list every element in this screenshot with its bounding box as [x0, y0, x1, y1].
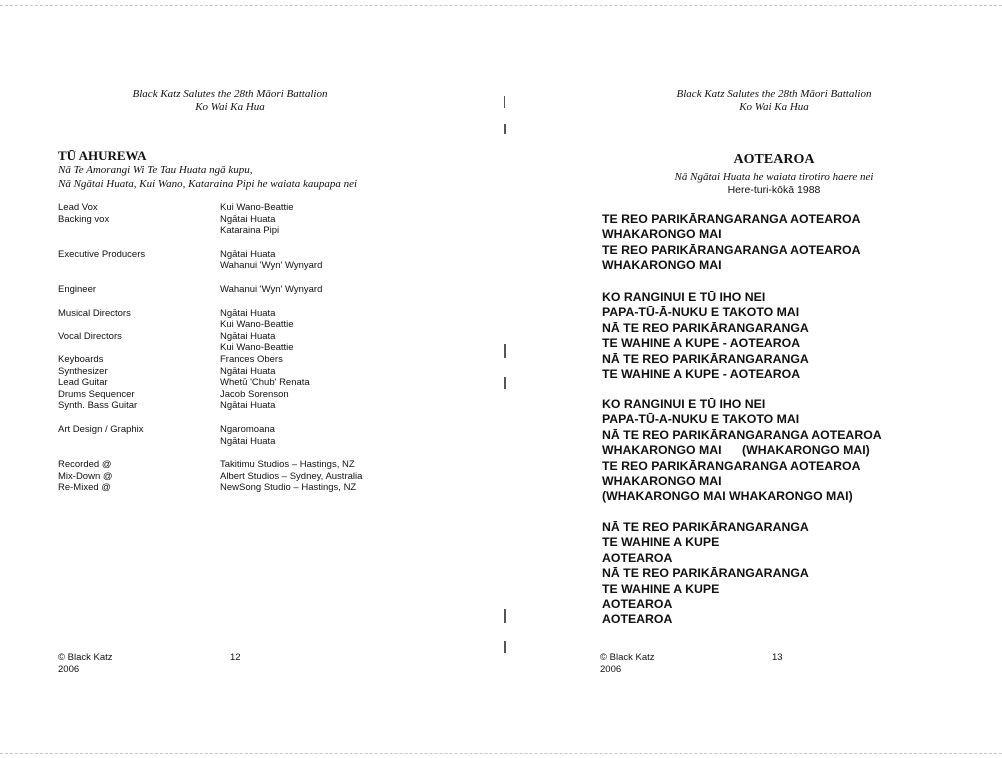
credit-role: Vocal Directors — [58, 330, 122, 342]
credit-role: Recorded @ — [58, 459, 112, 471]
right-date-line: Here-turi-kōkā 1988 — [727, 184, 821, 196]
credit-row — [58, 331, 362, 354]
credit-role: Synthesizer — [58, 365, 108, 377]
lyric-verse — [602, 290, 809, 382]
lyric-line: NĀ TE REO PARIKĀRANGARANGA AOTEAROA — [602, 427, 882, 442]
credit-group — [58, 459, 362, 494]
credit-role: Engineer — [58, 283, 97, 295]
credit-role: Executive Producers — [58, 248, 146, 260]
credit-name: Wahanui 'Wyn' Wynyard — [220, 260, 323, 272]
right-running-header — [624, 88, 924, 114]
credit-role: Lead Guitar — [58, 377, 108, 389]
lyric-line: TE WAHINE A KUPE - AOTEAROA — [602, 366, 801, 381]
credit-names — [220, 459, 355, 471]
credit-name: Kataraina Pipi — [220, 225, 280, 237]
credit-name: Frances Obers — [220, 353, 283, 365]
credit-row — [58, 482, 362, 494]
credit-group — [58, 284, 362, 296]
credit-role: Lead Vox — [58, 202, 98, 213]
credit-name: Kui Wano-Beattie — [220, 342, 294, 354]
lyric-line: AOTEAROA — [602, 612, 673, 627]
right-header-line2: Ko Wai Ka Hua — [739, 101, 809, 113]
credit-group — [58, 249, 362, 272]
right-footer-copyright: © Black Katz — [600, 652, 655, 663]
credit-name: NewSong Studio – Hastings, NZ — [220, 482, 357, 494]
credit-name: Jacob Sorenson — [220, 388, 289, 400]
credit-name: Whetū 'Chub' Renata — [220, 377, 310, 389]
credit-name: Ngātai Huata — [220, 330, 276, 342]
credit-names — [220, 377, 310, 389]
credit-role: Mix-Down @ — [58, 470, 113, 482]
right-song-title: AOTEAROA — [733, 152, 815, 167]
credit-row — [58, 202, 362, 214]
lyric-line: AOTEAROA — [602, 596, 673, 611]
credit-row — [58, 400, 362, 412]
credit-names — [220, 366, 275, 378]
credit-name: Albert Studios – Sydney, Australia — [220, 470, 363, 482]
credit-name: Ngātai Huata — [220, 365, 276, 377]
credit-name: Ngātai Huata — [220, 248, 276, 260]
credit-row — [58, 284, 362, 296]
credits-list — [58, 202, 362, 494]
credit-names — [220, 249, 322, 272]
lyric-line: PAPA-TŪ-A-NUKU E TAKOTO MAI — [602, 412, 800, 427]
left-header-line1: Black Katz Salutes the 28th Māori Battalion — [132, 88, 328, 100]
left-header-line2: Ko Wai Ka Hua — [195, 101, 265, 113]
lyric-line: WHAKARONGO MAI — [602, 473, 722, 488]
credit-row — [58, 459, 362, 471]
lyric-line: NĀ TE REO PARIKĀRANGARANGA — [602, 320, 809, 335]
credit-names — [220, 308, 294, 331]
credit-names — [220, 354, 283, 366]
credit-row — [58, 249, 362, 272]
left-footer-year: 2006 — [58, 664, 80, 675]
lyric-line: PAPA-TŪ-Ā-NUKU E TAKOTO MAI — [602, 305, 800, 320]
credit-role: Synth. Bass Guitar — [58, 400, 138, 412]
left-song-title: TŪ AHUREWA — [58, 148, 147, 163]
left-running-header — [80, 88, 380, 114]
lyric-line: WHAKARONGO MAI — [602, 227, 722, 242]
lyric-line: NĀ TE REO PARIKĀRANGARANGA — [602, 520, 809, 534]
left-page — [0, 0, 500, 758]
left-page-number: 12 — [230, 652, 241, 663]
right-header-line1: Black Katz Salutes the 28th Māori Battalion — [676, 88, 872, 100]
left-subtitle1: Nā Te Amorangi Wi Te Tau Huata ngā kupu, — [58, 164, 253, 176]
left-footer — [58, 652, 113, 676]
right-subtitle: Nā Ngātai Huata he waiata tirotiro haere nei — [674, 171, 874, 183]
credit-names — [220, 284, 322, 296]
credit-role: Re-Mixed @ — [58, 482, 111, 494]
credit-names — [220, 400, 275, 412]
credit-names — [220, 471, 362, 483]
right-footer — [600, 652, 655, 676]
left-subtitle2: Nā Ngātai Huata, Kui Wano, Kataraina Pipi he waiata kaupapa nei — [58, 178, 358, 190]
credit-group — [58, 202, 362, 237]
lyric-line: TE REO PARIKĀRANGARANGA AOTEAROA — [602, 212, 861, 226]
credit-names — [220, 424, 275, 447]
credit-role: Art Design / Graphix — [58, 423, 144, 435]
left-footer-copyright: © Black Katz — [58, 652, 113, 663]
credit-name: Ngātai Huata — [220, 213, 276, 225]
lyric-line: (WHAKARONGO MAI WHAKARONGO MAI) — [602, 489, 853, 504]
credit-role: Backing vox — [58, 213, 110, 225]
credit-name: Kui Wano-Beattie — [220, 202, 294, 213]
lyric-line: TE REO PARIKĀRANGARANGA AOTEAROA — [602, 242, 861, 257]
lyric-line: TE WAHINE A KUPE — [602, 581, 720, 596]
credit-row — [58, 377, 362, 389]
lyric-verse — [602, 520, 809, 628]
lyric-line: WHAKARONGO MAI — [602, 258, 722, 273]
credit-group — [58, 424, 362, 447]
right-footer-year: 2006 — [600, 664, 622, 675]
lyric-line: NĀ TE REO PARIKĀRANGARANGA — [602, 351, 809, 366]
credit-row — [58, 308, 362, 331]
credit-names — [220, 331, 294, 354]
credit-name: Kui Wano-Beattie — [220, 319, 294, 331]
credit-names — [220, 214, 279, 237]
credit-role: Keyboards — [58, 353, 104, 365]
credit-name: Ngātai Huata — [220, 307, 276, 319]
credit-role: Drums Sequencer — [58, 388, 135, 400]
credit-row — [58, 214, 362, 237]
lyric-line: NĀ TE REO PARIKĀRANGARANGA — [602, 566, 809, 581]
lyric-verse — [602, 397, 882, 505]
lyric-line: AOTEAROA — [602, 550, 673, 565]
lyric-line: KO RANGINUI E TŪ IHO NEI — [602, 397, 766, 411]
credit-names — [220, 389, 289, 401]
credit-row — [58, 389, 362, 401]
credit-name: Wahanui 'Wyn' Wynyard — [220, 283, 323, 295]
lyric-line: TE REO PARIKĀRANGARANGA AOTEAROA — [602, 458, 861, 473]
credit-name: Ngaromoana — [220, 423, 275, 435]
lyric-line: WHAKARONGO MAI (WHAKARONGO MAI) — [602, 443, 870, 458]
credit-name: Ngātai Huata — [220, 400, 276, 412]
lyric-verse — [602, 212, 860, 274]
credit-row — [58, 354, 362, 366]
lyric-line: KO RANGINUI E TŪ IHO NEI — [602, 290, 766, 304]
credit-row — [58, 366, 362, 378]
credit-group — [58, 308, 362, 412]
lyric-line: TE WAHINE A KUPE — [602, 535, 720, 550]
credit-names — [220, 202, 294, 214]
credit-role: Musical Directors — [58, 307, 131, 319]
credit-row — [58, 471, 362, 483]
credit-name: Takitimu Studios – Hastings, NZ — [220, 459, 355, 471]
credit-names — [220, 482, 356, 494]
right-page-number: 13 — [772, 652, 783, 663]
credit-name: Ngātai Huata — [220, 435, 276, 447]
lyric-line: TE WAHINE A KUPE - AOTEAROA — [602, 336, 801, 351]
credit-row — [58, 424, 362, 447]
